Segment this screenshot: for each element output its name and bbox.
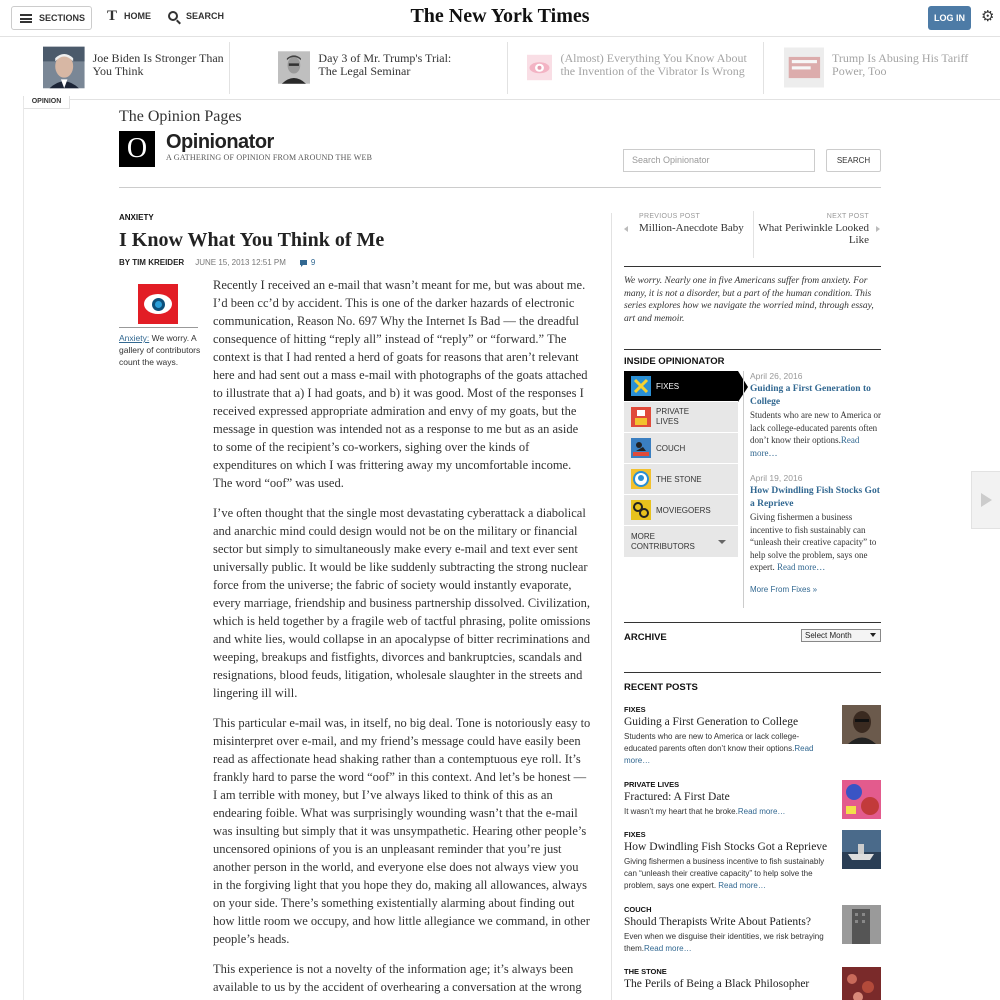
comments-link[interactable] xyxy=(300,258,315,267)
read-more-link[interactable]: Read more… xyxy=(737,807,786,816)
recent-post xyxy=(624,705,881,767)
recent-post-kicker[interactable]: COUCH xyxy=(624,905,652,914)
header-divider xyxy=(119,187,881,188)
home-link[interactable] xyxy=(107,8,152,24)
login-button[interactable]: LOG IN xyxy=(928,6,971,30)
fixes-icon xyxy=(631,376,651,396)
recent-posts-heading: RECENT POSTS xyxy=(624,682,698,693)
ribbon-title: Trump Is Abusing His Tariff Power, Too xyxy=(832,51,969,78)
series-description: We worry. Nearly one in five Americans suffer from anxiety. For many, it is not a disorder, but a part of the human condition. This series explores how we navigate the worried mind, through essay, art and memoir. xyxy=(624,276,874,324)
tab-label: MOVIEGOERS xyxy=(656,505,711,515)
recent-post-title[interactable]: How Dwindling Fish Stocks Got a Reprieve xyxy=(624,841,828,853)
eye-iris xyxy=(152,298,165,311)
tab-label: THE STONE xyxy=(656,474,702,484)
byline xyxy=(119,258,315,267)
previous-post-title: Million-Anecdote Baby xyxy=(639,222,744,234)
tab-label: FIXES xyxy=(656,381,680,391)
recent-post-summary xyxy=(624,856,829,892)
post-summary-text: Giving fishermen a business incentive to fish sustainably can “unleash their creative capacity” to help solve the problem, says one expert. xyxy=(750,512,877,572)
ribbon-title: Joe Biden Is Stronger Than You Think xyxy=(92,51,224,78)
blog-subtitle: A GATHERING OF OPINION FROM AROUND THE WEB xyxy=(166,153,373,162)
tab-label: COUCH xyxy=(656,443,686,453)
series-blurb xyxy=(119,332,201,368)
recent-post-thumbnail[interactable] xyxy=(842,967,881,1000)
archive-select-value: Select Month xyxy=(805,631,852,640)
top-bar xyxy=(0,0,1000,37)
page-left-rule xyxy=(23,100,24,1000)
section-rule xyxy=(624,672,881,673)
tab-the-stone[interactable] xyxy=(624,464,738,495)
ribbon-thumbnail xyxy=(43,42,85,93)
post-summary xyxy=(750,409,881,459)
column-divider xyxy=(611,213,612,1000)
dropdown-arrow-icon xyxy=(870,633,876,637)
previous-post-link[interactable] xyxy=(624,213,752,234)
couch-icon xyxy=(631,438,651,458)
post-title-link[interactable]: How Dwindling Fish Stocks Got a Reprieve xyxy=(750,486,880,509)
post-date: April 19, 2016 xyxy=(750,473,803,483)
section-rule xyxy=(624,622,881,623)
nyt-t-icon: T xyxy=(107,8,118,24)
search-icon xyxy=(168,11,178,21)
inside-post xyxy=(750,371,881,459)
section-rule xyxy=(624,266,881,267)
byline-author[interactable]: BY TIM KREIDER xyxy=(119,258,185,267)
recent-post-kicker[interactable]: FIXES xyxy=(624,830,646,839)
contributor-menu xyxy=(624,371,738,557)
next-post-link[interactable] xyxy=(754,213,881,246)
inside-post xyxy=(750,473,881,574)
ribbon-item[interactable] xyxy=(43,42,243,94)
recent-post xyxy=(624,905,881,955)
post-date: April 26, 2016 xyxy=(750,371,803,381)
recent-post-summary-text: It wasn’t my heart that he broke. xyxy=(624,807,738,816)
recent-post-thumbnail[interactable] xyxy=(842,905,881,944)
story-ribbon xyxy=(23,37,1000,100)
ribbon-thumbnail xyxy=(278,42,310,93)
recent-post-summary xyxy=(624,806,829,818)
ribbon-divider xyxy=(507,42,508,94)
opinion-pages-title[interactable]: The Opinion Pages xyxy=(119,108,242,125)
more-contributors-dropdown[interactable] xyxy=(624,526,738,557)
tab-couch[interactable] xyxy=(624,433,738,464)
next-article-arrow[interactable] xyxy=(971,471,1000,529)
opinion-section-tab[interactable]: OPINION xyxy=(23,96,70,109)
recent-post xyxy=(624,780,881,818)
sections-button[interactable] xyxy=(11,6,92,30)
tab-moviegoers[interactable] xyxy=(624,495,738,526)
article-paragraph: I’ve often thought that the single most devastating cyberattack a diabolical and anarchic mind could design would not be on the military or financial sector but simply to simultaneously make every e-mail and text ever sent universally public. It would be like suddenly subtracting the strong nuclear force from the universe; the fabric of society would instantly evaporate, every marriage, friendship and business partnership dissolved. Civilization, which is held together by a fragile web of tactful phrasing, polite omissions and white lies, would collapse in an apocalypse of bitter recriminations and weeping, breakups and fistfights, divorces and bankruptcies, scandals and resignations, blood feuds, litigation, wholesale slaughter in the streets and lingering ill will. xyxy=(213,506,591,700)
recent-post-summary-text: Giving fishermen a business incentive to fish sustainably can “unleash their creative capacity” to help solve the problem, says one expert. xyxy=(624,857,825,890)
article-paragraph: This particular e-mail was, in itself, no big deal. Tone is notoriously easy to misinterpret over e-mail, and my friend’s message could have easily been read as affectionate head shaking rather than a contemptuous eye roll. It’s frankly hard to parse the word “oof” in this context. And let’s be honest — I am terrible with money, but I’ve always liked to think of this as an endearing foible. What was surprisingly wounding wasn’t that the e-mail was insulting but simply that it was unsympathetic. Hearing other people’s uncensored opinions of you is an unpleasant reminder that you’re just another person in the world, and everyone else does not always view you in the forgiving light that you hope they do, making all allowances, always on your side. There’s something existentially alarming about finding out how little room we occupy, and how little allegiance we command, in other people’s heads. xyxy=(213,716,591,946)
tab-label: PRIVATE LIVES xyxy=(656,407,690,426)
gear-icon[interactable]: ⚙ xyxy=(981,8,995,25)
series-divider xyxy=(119,327,198,328)
inside-opinionator-heading: INSIDE OPINIONATOR xyxy=(624,356,725,367)
read-more-link[interactable]: Read more… xyxy=(718,881,766,890)
hamburger-icon xyxy=(20,14,32,23)
sections-label: SECTIONS xyxy=(39,13,86,23)
byline-date: JUNE 15, 2013 12:51 PM xyxy=(195,258,286,267)
recent-post-kicker[interactable]: FIXES xyxy=(624,705,646,714)
more-from-fixes-link[interactable]: More From Fixes » xyxy=(750,584,818,594)
article-paragraph: Recently I received an e-mail that wasn’t meant for me, but was about me. I’d been cc’d by accident. This is one of the darker hazards of electronic communication, Reason No. 697 Why the Internet Is Bad — the dreadful consequence of hitting “reply all” instead of “reply” or “forward.” The context is that I had rented a herd of goats for reasons that aren’t relevant here and had sent out a mass e-mail with photographs of the goats attached to illustrate that a) I had goats, and b) it was good. Most of the responses I received expressed appropriate admiration and envy of my goats, but the message in question was intended not as a response to me but as an aside to some of the recipient’s co-workers, sighing over the kinds of expenditures on which I was frittering away my uncomfortable income. The word “oof” was used. xyxy=(213,278,588,490)
tab-private-lives[interactable] xyxy=(624,402,738,433)
next-post-title: What Periwinkle Looked Like xyxy=(758,222,869,246)
chevron-right-icon xyxy=(981,493,992,507)
ribbon-divider xyxy=(763,42,764,94)
article-headline: I Know What You Think of Me xyxy=(119,229,385,251)
more-contributors-label: MORE CONTRIBUTORS xyxy=(631,531,695,551)
post-title-link[interactable]: Guiding a First Generation to College xyxy=(750,384,871,407)
previous-post-label: PREVIOUS POST xyxy=(639,213,701,220)
ribbon-title: (Almost) Everything You Know About the Invention of the Vibrator Is Wrong xyxy=(560,51,747,78)
recent-post-title[interactable]: Guiding a First Generation to College xyxy=(624,716,799,728)
recent-post-kicker[interactable]: PRIVATE LIVES xyxy=(624,780,680,789)
inside-divider xyxy=(743,371,744,608)
recent-post-title[interactable]: Fractured: A First Date xyxy=(624,791,730,803)
ribbon-thumbnail xyxy=(527,42,552,93)
ribbon-item[interactable] xyxy=(784,42,984,94)
recent-post-summary-text: Students who are new to America or lack college-educated parents often don’t know their options. xyxy=(624,732,800,753)
search-label: SEARCH xyxy=(186,11,225,21)
archive-heading: ARCHIVE xyxy=(624,632,667,643)
recent-post-summary xyxy=(624,931,829,955)
eye-shape xyxy=(144,294,172,314)
anxiety-eye-icon[interactable] xyxy=(138,284,178,324)
home-label: HOME xyxy=(124,11,152,21)
search-link[interactable] xyxy=(168,11,224,21)
blog-search-input[interactable]: Search Opinionator xyxy=(623,149,815,172)
inside-post-list xyxy=(750,371,881,596)
ribbon-thumbnail xyxy=(784,42,824,93)
section-rule xyxy=(624,349,881,350)
chevron-down-icon xyxy=(718,540,726,544)
recent-post-summary-text: Even when we disguise their identities, we risk betraying them. xyxy=(624,932,824,953)
archive-month-select[interactable] xyxy=(801,629,881,642)
recent-post-title[interactable]: The Perils of Being a Black Philosopher xyxy=(624,978,810,990)
next-post-label: NEXT POST xyxy=(826,213,869,220)
read-more-link[interactable]: Read more… xyxy=(750,435,860,458)
series-blurb-text: We worry. A gallery of contributors count the ways. xyxy=(119,333,201,367)
recent-post-kicker[interactable]: THE STONE xyxy=(624,967,667,976)
tab-fixes[interactable] xyxy=(624,371,738,402)
private-lives-icon xyxy=(631,407,651,427)
comment-bubble-icon xyxy=(300,260,307,265)
comment-count: 9 xyxy=(310,258,316,267)
post-summary-text: Students who are new to America or lack college-educated parents often don’t know their options. xyxy=(750,410,881,445)
ribbon-item[interactable] xyxy=(527,42,747,94)
blog-title[interactable]: Opinionator xyxy=(166,131,274,153)
article-kicker[interactable]: ANXIETY xyxy=(119,213,154,222)
recent-post-thumbnail[interactable] xyxy=(842,780,881,819)
article-paragraph: This experience is not a novelty of the information age; it’s always been available to us by the accident of overhearing a conversation at the wrong xyxy=(213,962,582,994)
read-more-link[interactable]: Read more… xyxy=(644,944,692,953)
nyt-masthead-logo[interactable]: The New York Times xyxy=(410,5,590,27)
post-summary xyxy=(750,511,881,574)
recent-post-thumbnail[interactable] xyxy=(842,830,881,869)
ribbon-divider xyxy=(229,42,230,94)
recent-post-summary xyxy=(624,731,829,767)
recent-post xyxy=(624,830,881,892)
moviegoers-icon xyxy=(631,500,651,520)
chevron-right-icon xyxy=(876,226,880,232)
opinion-logo-icon: O xyxy=(119,131,155,167)
recent-post-thumbnail[interactable] xyxy=(842,705,881,744)
recent-post xyxy=(624,967,881,990)
blog-search-button[interactable]: SEARCH xyxy=(826,149,881,172)
ribbon-item[interactable] xyxy=(278,42,463,94)
ribbon-title: Day 3 of Mr. Trump's Trial: The Legal Seminar xyxy=(318,51,452,78)
read-more-link[interactable]: Read more… xyxy=(624,744,814,765)
article-body xyxy=(213,276,591,1000)
read-more-link[interactable]: Read more… xyxy=(777,562,826,572)
series-link[interactable]: Anxiety: xyxy=(119,333,150,343)
the-stone-icon xyxy=(631,469,651,489)
recent-post-title[interactable]: Should Therapists Write About Patients? xyxy=(624,916,811,928)
